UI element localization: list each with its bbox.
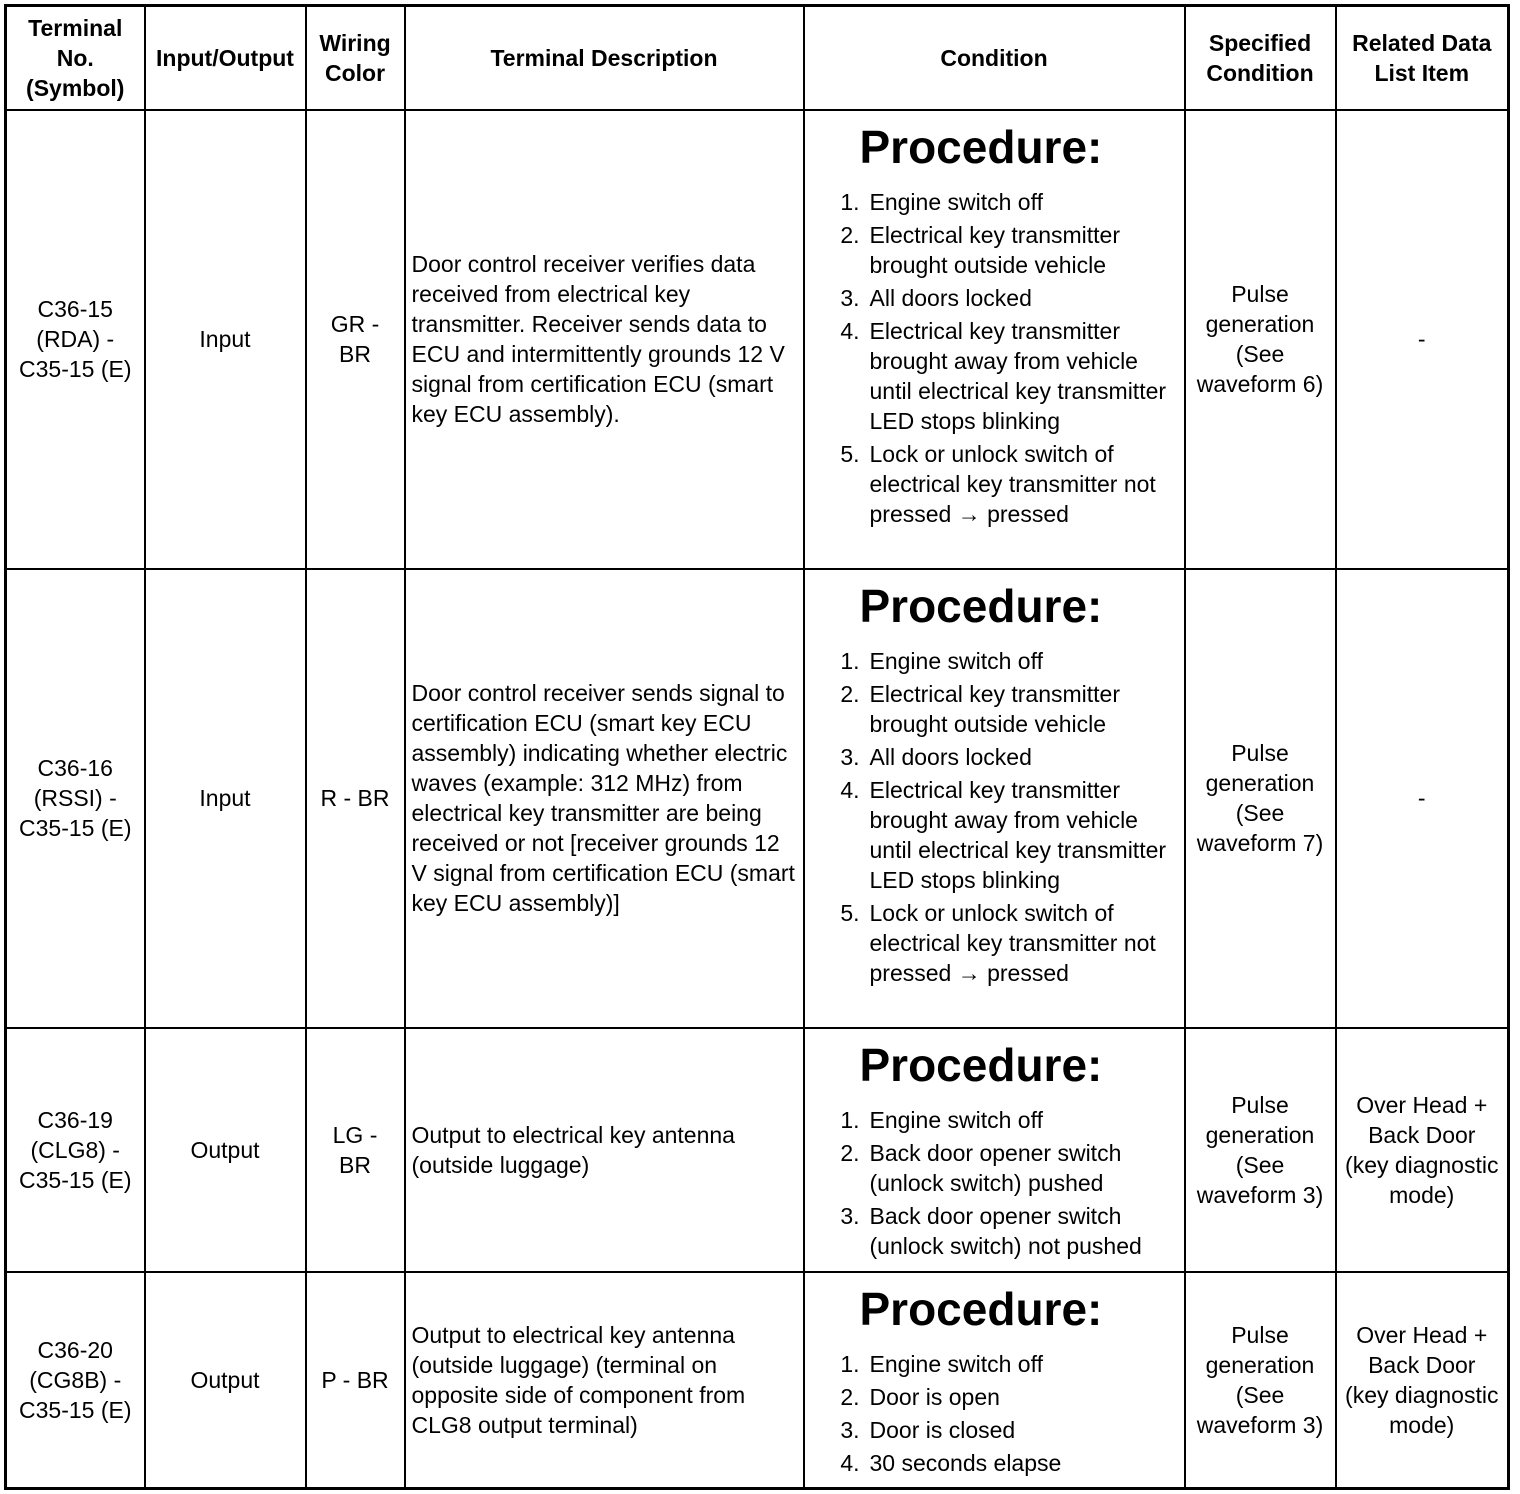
table-row <box>6 1028 1509 1272</box>
procedure-step <box>805 1138 1184 1198</box>
procedure-step <box>805 1201 1184 1261</box>
step-text: Back door opener switch (unlock switch) pushed <box>869 1139 1122 1196</box>
description-cell: Output to electrical key antenna (outside luggage) <box>405 1028 804 1272</box>
wiring-cell: GR - BR <box>306 110 405 569</box>
procedure-step <box>805 283 1184 313</box>
header-terminal-description: Terminal Description <box>405 6 804 110</box>
condition-cell <box>804 1272 1185 1489</box>
description-cell: Door control receiver sends signal to certification ECU (smart key ECU assembly) indicating whether electric waves (example: 312 MHz) from electrical key transmitter are being received or not [receiver grounds 12 V signal from certification ECU (smart key ECU assembly)] <box>405 569 804 1028</box>
procedure-step <box>805 1349 1184 1379</box>
specified-cell: Pulse generation (See waveform 6) <box>1185 110 1336 569</box>
description-cell: Door control receiver verifies data received from electrical key transmitter. Receiver sends data to ECU and intermittently grounds 12 V signal from certification ECU (smart key ECU assembly). <box>405 110 804 569</box>
header-row <box>6 6 1509 110</box>
wiring-cell: LG - BR <box>306 1028 405 1272</box>
step-text: Engine switch off <box>869 188 1043 215</box>
related-cell: - <box>1336 569 1509 1028</box>
io-cell: Output <box>145 1028 306 1272</box>
condition-cell <box>804 1028 1185 1272</box>
header-condition: Condition <box>804 6 1185 110</box>
step-number: 3. <box>840 284 860 311</box>
step-number: 2. <box>840 1383 860 1410</box>
header-wiring-color: Wiring Color <box>306 6 405 110</box>
procedure-step <box>805 646 1184 676</box>
procedure-step <box>805 316 1184 436</box>
step-number: 5. <box>840 440 860 467</box>
procedure-step <box>805 220 1184 280</box>
step-number: 4. <box>840 317 860 344</box>
table-row <box>6 569 1509 1028</box>
header-terminal: Terminal No. (Symbol) <box>6 6 145 110</box>
step-number: 2. <box>840 1139 860 1166</box>
procedure-step <box>805 1448 1184 1478</box>
step-number: 1. <box>840 647 860 674</box>
condition-cell <box>804 110 1185 569</box>
related-cell: Over Head + Back Door (key diagnostic mode) <box>1336 1028 1509 1272</box>
procedure-title: Procedure: <box>859 1038 1103 1091</box>
step-text: Electrical key transmitter brought away from vehicle until electrical key transmitter LED stops blinking <box>869 776 1167 893</box>
step-number: 3. <box>840 1416 860 1443</box>
procedure-step <box>805 1415 1184 1445</box>
step-number: 4. <box>840 1449 860 1476</box>
step-number: 1. <box>840 1106 860 1133</box>
step-text: Engine switch off <box>869 1106 1043 1133</box>
wiring-cell: R - BR <box>306 569 405 1028</box>
specified-cell: Pulse generation (See waveform 3) <box>1185 1272 1336 1489</box>
step-number: 1. <box>840 1350 860 1377</box>
terminal-cell: C36-19 (CLG8) - C35-15 (E) <box>6 1028 145 1272</box>
related-cell: - <box>1336 110 1509 569</box>
table-row <box>6 1272 1509 1489</box>
procedure-title: Procedure: <box>859 120 1103 173</box>
step-text: Lock or unlock switch of electrical key transmitter not pressed → pressed <box>869 440 1156 527</box>
terminal-cell: C36-20 (CG8B) - C35-15 (E) <box>6 1272 145 1489</box>
step-text: Lock or unlock switch of electrical key transmitter not pressed → pressed <box>869 899 1156 986</box>
table-row <box>6 110 1509 569</box>
io-cell: Output <box>145 1272 306 1489</box>
procedure-title: Procedure: <box>859 1282 1103 1335</box>
step-text: Engine switch off <box>869 1350 1043 1377</box>
procedure-step <box>805 742 1184 772</box>
step-number: 5. <box>840 899 860 926</box>
step-number: 4. <box>840 776 860 803</box>
related-cell: Over Head + Back Door (key diagnostic mode) <box>1336 1272 1509 1489</box>
step-number: 3. <box>840 743 860 770</box>
specified-cell: Pulse generation (See waveform 7) <box>1185 569 1336 1028</box>
header-input-output: Input/Output <box>145 6 306 110</box>
procedure-step <box>805 679 1184 739</box>
step-text: All doors locked <box>869 284 1032 311</box>
condition-cell <box>804 569 1185 1028</box>
step-text: Back door opener switch (unlock switch) not pushed <box>869 1202 1142 1259</box>
step-text: Engine switch off <box>869 647 1043 674</box>
procedure-step <box>805 775 1184 895</box>
procedure-step <box>805 898 1184 988</box>
step-text: Electrical key transmitter brought outside vehicle <box>869 680 1121 737</box>
header-specified-condition: Specified Condition <box>1185 6 1336 110</box>
step-number: 3. <box>840 1202 860 1229</box>
step-text: Door is closed <box>869 1416 1016 1443</box>
terminal-spec-table <box>4 4 1510 1490</box>
wiring-cell: P - BR <box>306 1272 405 1489</box>
step-text: Electrical key transmitter brought away from vehicle until electrical key transmitter LED stops blinking <box>869 317 1167 434</box>
step-number: 2. <box>840 221 860 248</box>
step-text: All doors locked <box>869 743 1032 770</box>
procedure-steps <box>805 1349 1184 1478</box>
procedure-steps <box>805 1105 1184 1261</box>
step-number: 2. <box>840 680 860 707</box>
io-cell: Input <box>145 569 306 1028</box>
procedure-step <box>805 1382 1184 1412</box>
procedure-step <box>805 187 1184 217</box>
step-text: 30 seconds elapse <box>869 1449 1062 1476</box>
procedure-steps <box>805 646 1184 988</box>
step-text: Door is open <box>869 1383 1000 1410</box>
procedure-step <box>805 439 1184 529</box>
description-cell: Output to electrical key antenna (outside luggage) (terminal on opposite side of component from CLG8 output terminal) <box>405 1272 804 1489</box>
header-related-data: Related Data List Item <box>1336 6 1509 110</box>
procedure-step <box>805 1105 1184 1135</box>
step-number: 1. <box>840 188 860 215</box>
io-cell: Input <box>145 110 306 569</box>
specified-cell: Pulse generation (See waveform 3) <box>1185 1028 1336 1272</box>
procedure-title: Procedure: <box>859 579 1103 632</box>
terminal-cell: C36-16 (RSSI) - C35-15 (E) <box>6 569 145 1028</box>
terminal-cell: C36-15 (RDA) - C35-15 (E) <box>6 110 145 569</box>
step-text: Electrical key transmitter brought outside vehicle <box>869 221 1121 278</box>
procedure-steps <box>805 187 1184 529</box>
